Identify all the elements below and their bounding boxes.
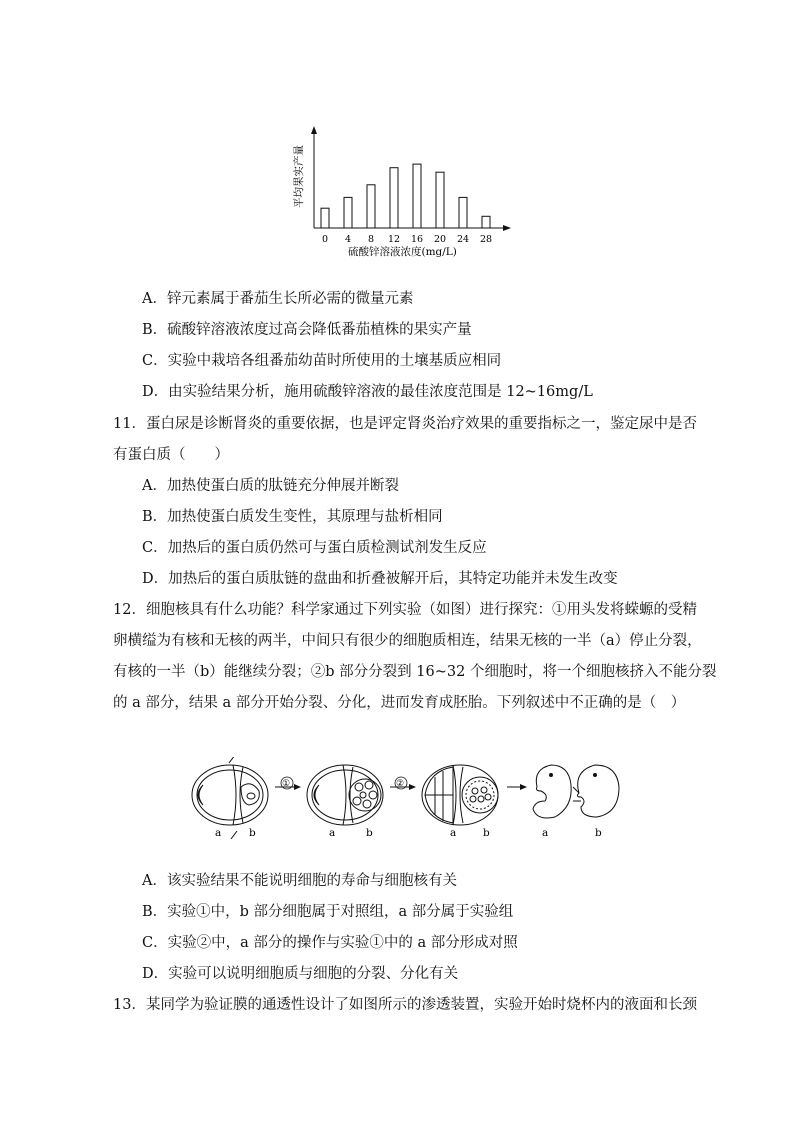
q10-option-a: A．锌元素属于番茄生长所必需的微量元素 (142, 291, 414, 307)
bar-16 (413, 164, 421, 228)
label-b-3: b (483, 827, 490, 839)
x-tick-label: 0 (321, 234, 329, 245)
q10-option-c: C．实验中栽培各组番茄幼苗时所使用的土壤基质应相同 (142, 353, 502, 369)
label-b-2: b (366, 827, 373, 839)
bar-8 (367, 185, 375, 228)
x-tick-label: 16 (410, 234, 424, 245)
embryo-b (573, 765, 619, 817)
chart-svg (280, 124, 520, 264)
bar-24 (459, 197, 467, 228)
bar-28 (482, 216, 490, 228)
q12-stem-line-2: 卵横缢为有核和无核的两半，中间只有很少的细胞质相连，结果无核的一半（a）停止分裂， (113, 633, 702, 649)
tick-labels-group (322, 234, 492, 245)
experiment-diagram (185, 757, 625, 839)
stage-2-egg (307, 765, 383, 825)
embryo-a (533, 765, 571, 818)
x-tick-label: 28 (479, 234, 493, 245)
q12-stem-line-3: 有核的一半（b）能继续分裂；②b 部分分裂到 16~32 个细胞时，将一个细胞核挤入不能分裂 (113, 664, 717, 680)
label-b-4: b (595, 827, 602, 839)
q11-stem-line-1: 11．蛋白尿是诊断肾炎的重要依据，也是评定肾炎治疗效果的重要指标之一，鉴定尿中是否 (113, 416, 697, 432)
label-a-3: a (450, 827, 457, 839)
q11-option-a: A．加热使蛋白质的肽链充分伸展并断裂 (142, 478, 399, 494)
q12-option-a: A．该实验结果不能说明细胞的寿命与细胞核有关 (142, 873, 457, 889)
x-tick-label: 4 (344, 234, 352, 245)
x-axis-arrow (503, 225, 511, 231)
salamander-experiment-figure (185, 757, 625, 839)
bars-group (321, 164, 490, 228)
zinc-yield-chart (280, 124, 520, 264)
x-tick-label: 24 (456, 234, 470, 245)
q11-stem-line-2: 有蛋白质（ ） (113, 447, 229, 463)
y-axis-arrow (311, 126, 317, 134)
bar-12 (390, 168, 398, 228)
label-a-2: a (329, 827, 336, 839)
x-tick-label: 12 (387, 234, 401, 245)
x-tick-label: 20 (433, 234, 447, 245)
q12-option-b: B．实验①中，b 部分细胞属于对照组，a 部分属于实验组 (142, 904, 514, 920)
q13-stem-line-1: 13．某同学为验证膜的通透性设计了如图所示的渗透装置，实验开始时烧杯内的液面和长颈 (113, 997, 697, 1013)
q12-option-d: D．实验可以说明细胞质与细胞的分裂、分化有关 (142, 966, 459, 982)
x-tick-label: 8 (367, 234, 375, 245)
q12-option-c: C．实验②中，a 部分的操作与实验①中的 a 部分形成对照 (142, 935, 518, 951)
q11-option-c: C．加热后的蛋白质仍然可与蛋白质检测试剂发生反应 (142, 540, 487, 556)
stage-3-egg (422, 765, 498, 825)
label-step-2: ② (396, 779, 405, 789)
bar-20 (436, 172, 444, 228)
x-axis-label: 硫酸锌溶液浓度(mg/L) (348, 246, 457, 258)
bar-4 (344, 197, 352, 228)
label-b-1: b (249, 827, 256, 839)
q10-option-b: B．硫酸锌溶液浓度过高会降低番茄植株的果实产量 (142, 322, 472, 338)
y-axis-label: 平均果实产量 (293, 145, 305, 208)
label-step-1: ① (282, 779, 291, 789)
q11-option-d: D．加热后的蛋白质肽链的盘曲和折叠被解开后，其特定功能并未发生改变 (142, 571, 618, 587)
q12-stem-line-1: 12．细胞核具有什么功能？科学家通过下列实验（如图）进行探究：①用头发将蝾螈的受精 (113, 602, 697, 618)
q10-option-d: D．由实验结果分析，施用硫酸锌溶液的最佳浓度范围是 12~16mg/L (142, 384, 593, 400)
bar-0 (321, 208, 329, 228)
stage-1-egg (192, 757, 268, 839)
q12-stem-line-4: 的 a 部分，结果 a 部分开始分裂、分化，进而发育成胚胎。下列叙述中不正确的是（ ） (113, 695, 686, 711)
label-a-4: a (542, 827, 549, 839)
q11-option-b: B．加热使蛋白质发生变性，其原理与盐析相同 (142, 509, 443, 525)
label-a-1: a (215, 827, 222, 839)
